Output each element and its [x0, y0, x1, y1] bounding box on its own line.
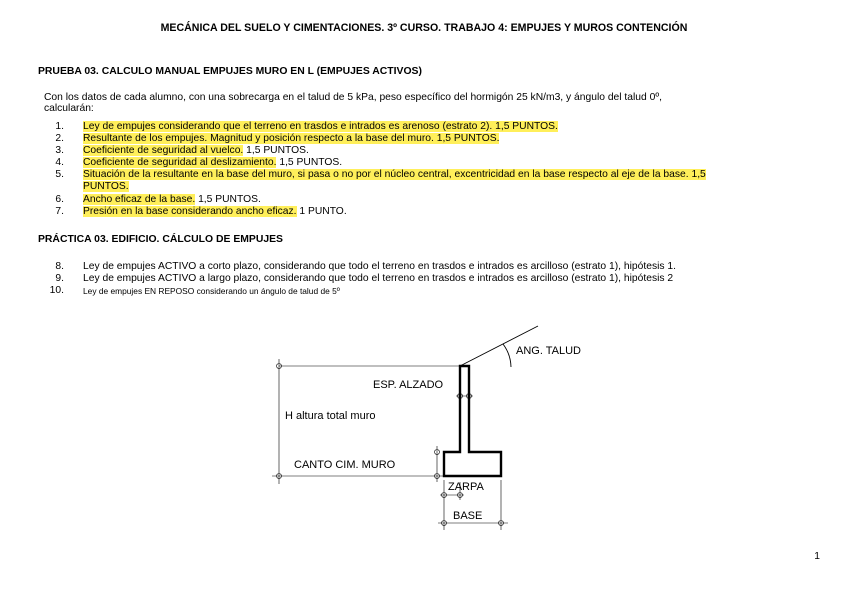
list-text-highlighted: PUNTOS.: [83, 181, 129, 192]
list-text: 1,5 PUNTOS.: [195, 194, 261, 205]
label-canto: CANTO CIM. MURO: [294, 459, 396, 471]
label-zarpa: ZARPA: [448, 481, 484, 493]
wall-profile: [444, 366, 501, 476]
list-text-highlighted: Ancho eficaz de la base.: [83, 194, 196, 205]
list-text-highlighted: Coeficiente de seguridad al deslizamiento.: [83, 157, 277, 168]
list-number: 4.: [55, 157, 64, 168]
label-ang-talud: ANG. TALUD: [516, 345, 581, 357]
list-number: 7.: [55, 206, 64, 217]
list-text-highlighted: Ley de empujes considerando que el terreno en trasdos e intrados es arenoso (estrato 2). 1,5 PUNTOS.: [83, 121, 558, 132]
list-text-highlighted: Coeficiente de seguridad al vuelco.: [83, 145, 244, 156]
list-number: 8.: [55, 261, 64, 272]
list-text: Ley de empujes EN REPOSO considerando un ángulo de talud de 5º: [83, 286, 340, 296]
section-heading-prueba: PRUEBA 03. CALCULO MANUAL EMPUJES MURO EN L (EMPUJES ACTIVOS): [38, 66, 422, 77]
list-text: 1 PUNTO.: [296, 206, 347, 217]
list-text: Ley de empujes ACTIVO a largo plazo, considerando que todo el terreno en trasdos e intrados es arcilloso (estrato 1), hipótesis 2: [83, 273, 674, 284]
list-number: 3.: [55, 145, 64, 156]
label-esp-alzado: ESP. ALZADO: [373, 379, 444, 391]
list-text: Ley de empujes ACTIVO a corto plazo, considerando que todo el terreno en trasdos e intrados es arcilloso (estrato 1), hipótesis 1.: [83, 261, 676, 272]
list-number: 2.: [55, 133, 64, 144]
list-text-highlighted: Situación de la resultante en la base del muro, si pasa o no por el núcleo central, excentricidad en la base respecto al eje de la base. 1,5: [83, 169, 706, 180]
label-base: BASE: [453, 510, 483, 522]
list-number: 9.: [55, 273, 64, 284]
document-title: MECÁNICA DEL SUELO Y CIMENTACIONES. 3º CURSO. TRABAJO 4: EMPUJES Y MUROS CONTENCIÓN: [160, 22, 688, 34]
list-text-highlighted: Presión en la base considerando ancho eficaz.: [83, 206, 297, 217]
page-number: 1: [814, 551, 820, 562]
list-text: 1,5 PUNTOS.: [243, 145, 309, 156]
intro-line-2: calcularán:: [44, 103, 94, 115]
list-text: 1,5 PUNTOS.: [276, 157, 343, 168]
label-h-altura: H altura total muro: [285, 410, 376, 422]
section-heading-practica: PRÁCTICA 03. EDIFICIO. CÁLCULO DE EMPUJES: [38, 234, 283, 245]
list-number: 6.: [55, 194, 64, 205]
intro-line-1: Con los datos de cada alumno, con una sobrecarga en el talud de 5 kPa, peso específico del hormigón 25 kN/m3, y ángulo del talud 0º,: [44, 92, 662, 103]
list-number: 1.: [55, 121, 64, 132]
list-number: 5.: [55, 169, 64, 180]
list-text-highlighted: Resultante de los empujes. Magnitud y posición respecto a la base del muro. 1,5 PUNTOS.: [83, 133, 500, 144]
slope-angle-arc: [503, 344, 511, 367]
list-number: 10.: [49, 285, 64, 296]
